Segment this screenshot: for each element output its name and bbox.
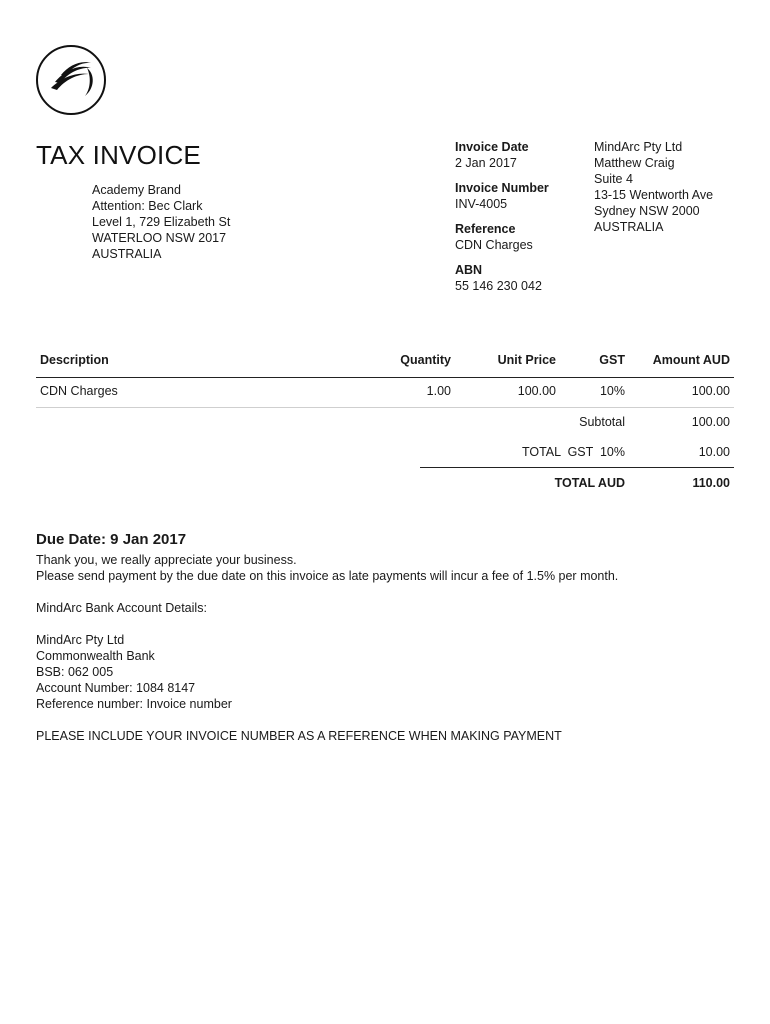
table-header-divider <box>36 377 734 378</box>
totals-divider <box>420 467 734 468</box>
bank-detail-line: Reference number: Invoice number <box>36 697 232 711</box>
column-header-description: Description <box>40 353 109 367</box>
gst-total-value: 10.00 <box>698 445 730 459</box>
invoice-date-value: 2 Jan 2017 <box>455 156 517 170</box>
seller-line: 13-15 Wentworth Ave <box>594 188 714 202</box>
table-cell-amount: 100.00 <box>691 384 730 398</box>
bill-to-address <box>92 182 230 262</box>
bill-to-line: WATERLOO NSW 2017 <box>92 231 227 245</box>
seller-line: AUSTRALIA <box>594 220 664 234</box>
column-header-gst: GST <box>599 353 625 367</box>
thank-you-text: Thank you, we really appreciate your business. <box>36 553 297 567</box>
total-aud-value: 110.00 <box>692 476 730 490</box>
bank-details-heading: MindArc Bank Account Details: <box>36 601 207 615</box>
abn-label: ABN <box>455 263 483 277</box>
invoice-date-label: Invoice Date <box>455 140 529 154</box>
column-header-amount: Amount AUD <box>652 353 730 367</box>
reference-label: Reference <box>455 222 516 236</box>
table-cell-quantity: 1.00 <box>426 384 451 398</box>
gst-total-label: TOTAL GST 10% <box>521 445 625 459</box>
mindarc-logo-icon <box>35 44 107 116</box>
subtotal-value: 100.00 <box>691 415 730 429</box>
invoice-number-label: Invoice Number <box>455 181 549 195</box>
bank-detail-line: Account Number: 1084 8147 <box>36 681 196 695</box>
seller-line: MindArc Pty Ltd <box>594 140 683 154</box>
total-aud-label: TOTAL AUD <box>554 476 625 490</box>
seller-line: Matthew Craig <box>594 156 675 170</box>
subtotal-label: Subtotal <box>579 415 625 429</box>
bank-detail-line: Commonwealth Bank <box>36 649 155 663</box>
table-cell-unit-price: 100.00 <box>517 384 556 398</box>
bill-to-line: Attention: Bec Clark <box>92 199 203 213</box>
abn-value: 55 146 230 042 <box>455 279 542 293</box>
bill-to-line: Level 1, 729 Elizabeth St <box>92 215 231 229</box>
column-header-quantity: Quantity <box>400 353 451 367</box>
seller-line: Suite 4 <box>594 172 633 186</box>
payment-notes <box>36 552 618 744</box>
bank-detail-line: MindArc Pty Ltd <box>36 633 125 647</box>
payment-reminder-text: PLEASE INCLUDE YOUR INVOICE NUMBER AS A REFERENCE WHEN MAKING PAYMENT <box>36 729 562 743</box>
invoice-meta <box>455 139 549 303</box>
payment-terms-text: Please send payment by the due date on this invoice as late payments will incur a fee of 1.5% per month. <box>36 569 619 583</box>
reference-value: CDN Charges <box>455 238 533 252</box>
table-row-divider <box>36 407 734 408</box>
table-cell-description: CDN Charges <box>40 384 118 398</box>
page-title: TAX INVOICE <box>36 140 201 170</box>
seller-address <box>594 139 713 235</box>
due-date-heading: Due Date: 9 Jan 2017 <box>36 531 187 548</box>
invoice-number-value: INV-4005 <box>455 197 508 211</box>
bank-detail-line: BSB: 062 005 <box>36 665 114 679</box>
bill-to-line: Academy Brand <box>92 183 181 197</box>
table-cell-gst: 10% <box>599 384 625 398</box>
column-header-unit-price: Unit Price <box>497 353 556 367</box>
seller-line: Sydney NSW 2000 <box>594 204 700 218</box>
bill-to-line: AUSTRALIA <box>92 247 162 261</box>
